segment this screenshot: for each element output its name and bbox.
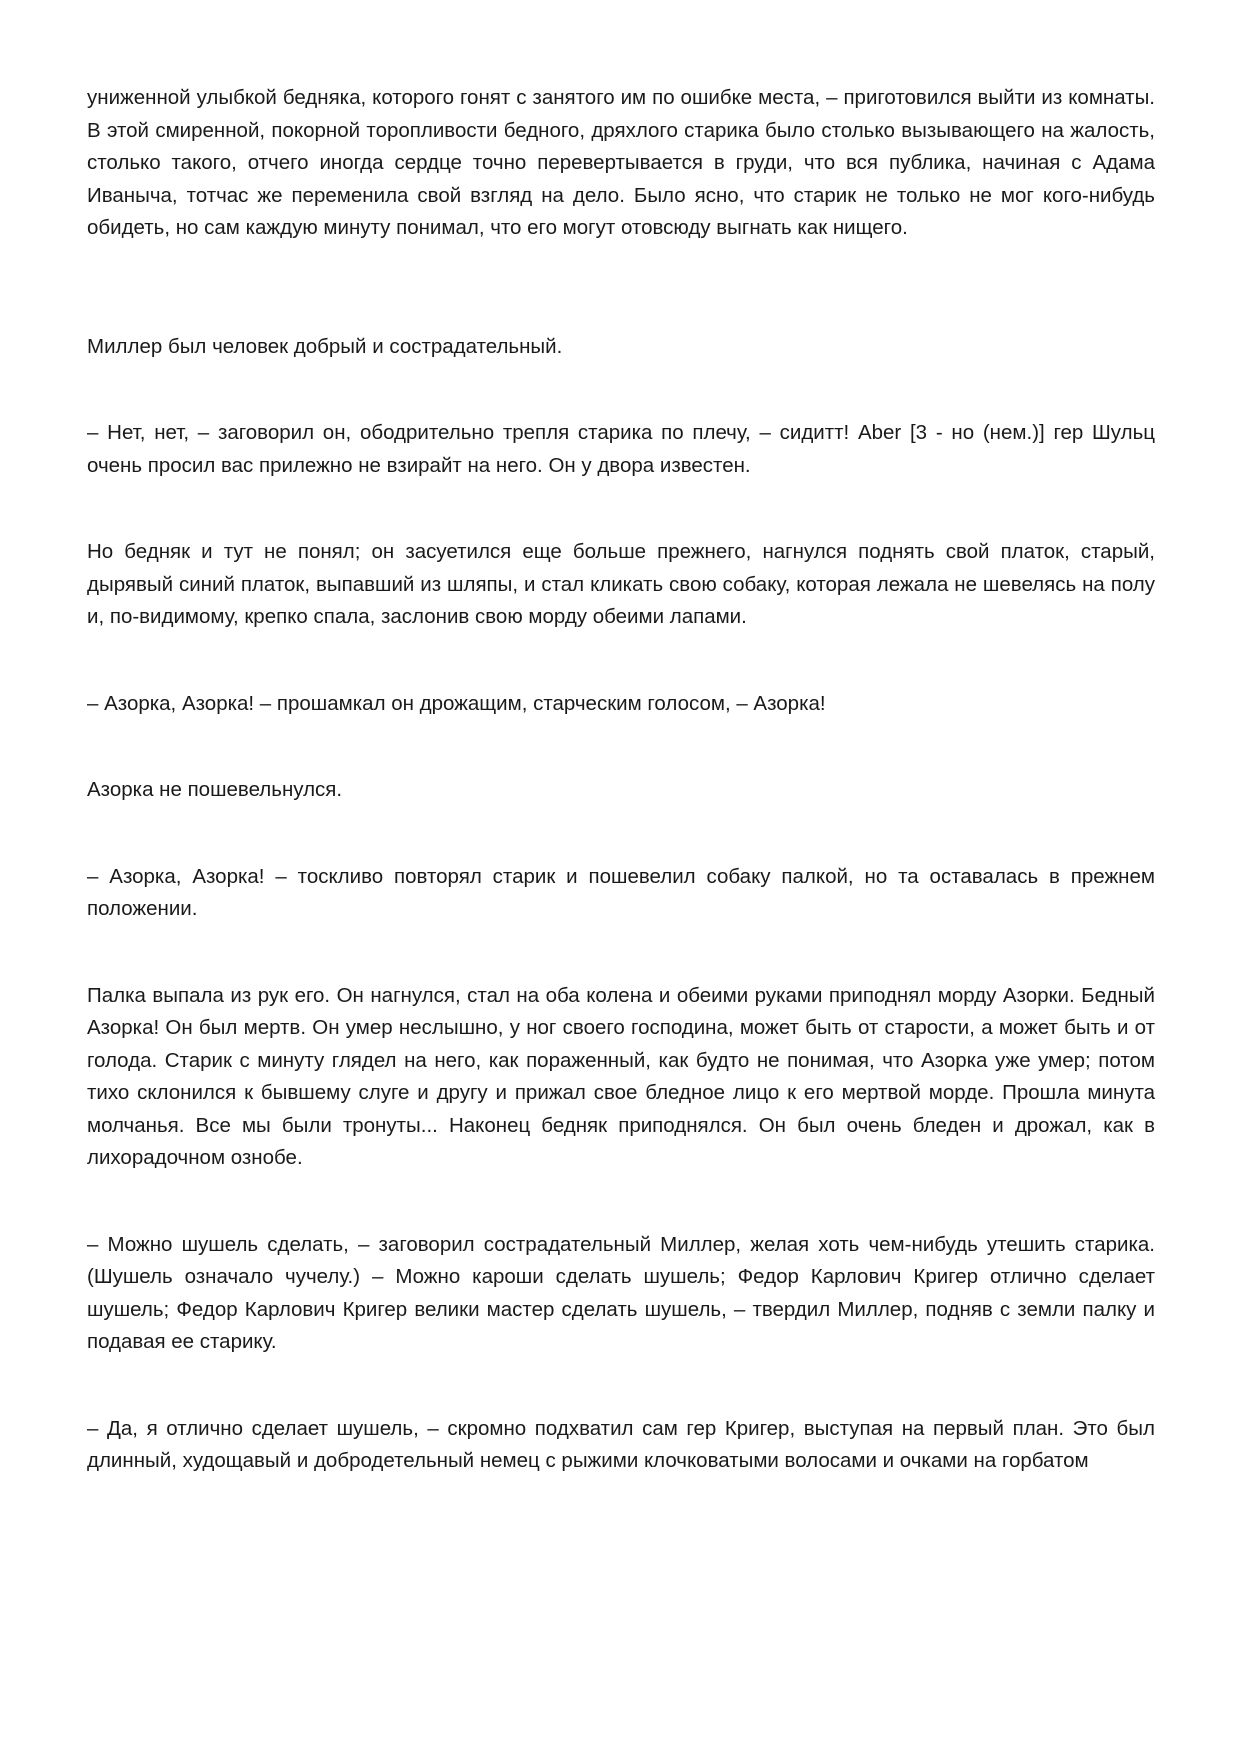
paragraph-9: – Можно шушель сделать, – заговорил сострадательный Миллер, желая хоть чем-нибудь утешить старика. (Шушель означало чучелу.) – Можно кароши сделать шушель; Федор Карлович Кригер отлично сделает шушель; Федор Карлович Кригер велики мастер сделать шушель, – твердил Миллер, подняв с земли палку и подавая ее старику.: [87, 1232, 1155, 1353]
paragraph-5: – Азорка, Азорка! – прошамкал он дрожащим, старческим голосом, – Азорка!: [87, 691, 826, 715]
paragraph-2: Миллер был человек добрый и сострадательный.: [87, 334, 563, 358]
paragraph-10: – Да, я отлично сделает шушель, – скромно подхватил сам гер Кригер, выступая на первый план. Это был длинный, худощавый и добродетельный немец с рыжими клочковатыми волосами и очками на горбатом: [87, 1416, 1155, 1472]
paragraph-3: – Нет, нет, – заговорил он, ободрительно трепля старика по плечу, – сидитт! Aber [3 - но (нем.)] гер Шульц очень просил вас прилежно не взирайт на него. Он у двора известен.: [87, 421, 1155, 477]
paragraph-4: Но бедняк и тут не понял; он засуетился еще больше прежнего, нагнулся поднять свой платок, старый, дырявый синий платок, выпавший из шляпы, и стал кликать свою собаку, которая лежала не шевелясь на полу и, по-видимому, крепко спала, заслонив свою морду обеими лапами.: [87, 540, 1155, 628]
paragraph-6: Азорка не пошевельнулся.: [87, 778, 343, 801]
paragraph-1: униженной улыбкой бедняка, которого гонят с занятого им по ошибке места, – приготовился выйти из комнаты. В этой смиренной, покорной торопливости бедного, дряхлого старика было столько вызывающего на жалость, столько такого, отчего иногда сердце точно перевертывается в груди, что вся публика, начиная с Адама Иваныча, тотчас же переменила свой взгляд на дело. Было ясно, что старик не только не мог кого-нибудь обидеть, но сам каждую минуту понимал, что его могут отовсюду выгнать как нищего.: [87, 86, 1155, 239]
paragraph-7: – Азорка, Азорка! – тоскливо повторял старик и пошевелил собаку палкой, но та оставалась в прежнем положении.: [87, 864, 1155, 920]
document-body: [87, 82, 1155, 1478]
paragraph-8: Палка выпала из рук его. Он нагнулся, стал на оба колена и обеими руками приподнял морду Азорки. Бедный Азорка! Он был мертв. Он умер неслышно, у ног своего господина, может быть от старости, а может быть и от голода. Старик с минуту глядел на него, как пораженный, как будто не понимая, что Азорка уже умер; потом тихо склонился к бывшему слуге и другу и прижал свое бледное лицо к его мертвой морде. Прошла минута молчанья. Все мы были тронуты... Наконец бедняк приподнялся. Он был очень бледен и дрожал, как в лихорадочном ознобе.: [87, 983, 1155, 1169]
